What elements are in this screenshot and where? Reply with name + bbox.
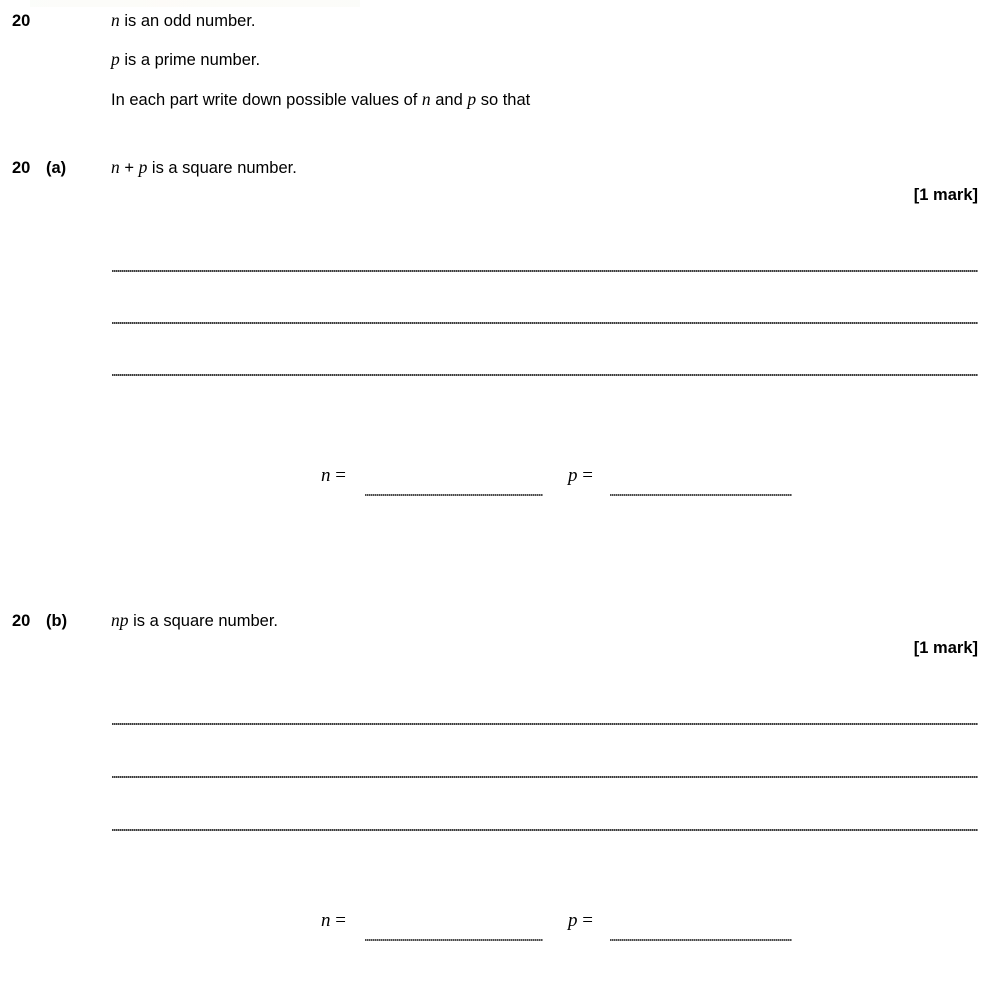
equals-sign: = <box>330 465 346 486</box>
part-b-prompt <box>111 612 278 630</box>
question-number: 20 <box>12 12 31 30</box>
stem-line-1 <box>111 12 256 30</box>
part-a-prompt-text: is a square number. <box>147 159 297 177</box>
part-a-letter: (a) <box>46 159 67 177</box>
part-a-marks: [1 mark] <box>913 186 978 204</box>
plus-operator: + <box>119 159 139 177</box>
variable-p: p <box>138 157 148 177</box>
instruction-text-post: so that <box>476 91 531 109</box>
equals-sign: = <box>577 910 593 931</box>
equals-sign: = <box>577 465 593 486</box>
part-a-answer-field-p[interactable] <box>610 494 792 496</box>
variable-n: n <box>321 465 331 486</box>
stem-instruction <box>111 91 530 109</box>
part-b-answer-label-p <box>568 911 593 930</box>
part-b-number: 20 <box>12 612 31 630</box>
equals-sign: = <box>330 910 346 931</box>
part-a-number: 20 <box>12 159 31 177</box>
part-a-answer-field-n[interactable] <box>365 494 543 496</box>
variable-p: p <box>119 610 129 630</box>
answer-writing-line[interactable] <box>112 829 978 831</box>
scan-artifact <box>30 0 360 7</box>
part-b-prompt-text: is a square number. <box>128 612 278 630</box>
variable-p: p <box>568 465 578 486</box>
variable-p: p <box>568 910 578 931</box>
part-b-marks: [1 mark] <box>913 639 978 657</box>
stem-line-2-text: is a prime number. <box>119 51 261 69</box>
answer-writing-line[interactable] <box>112 270 978 272</box>
variable-p: p <box>467 89 477 109</box>
instruction-text-pre: In each part write down possible values of <box>111 91 422 109</box>
part-a-answer-label-p <box>568 466 593 485</box>
stem-line-1-text: is an odd number. <box>119 12 256 30</box>
part-b-letter: (b) <box>46 612 68 630</box>
part-b-answer-field-p[interactable] <box>610 939 792 941</box>
variable-p: p <box>111 49 120 69</box>
variable-n: n <box>421 89 431 109</box>
part-b-answer-field-n[interactable] <box>365 939 543 941</box>
part-a-prompt <box>111 159 297 177</box>
variable-n: n <box>111 157 120 177</box>
answer-writing-line[interactable] <box>112 723 978 725</box>
instruction-text-mid: and <box>430 91 468 109</box>
answer-writing-line[interactable] <box>112 776 978 778</box>
part-b-answer-label-n <box>321 911 346 930</box>
answer-writing-line[interactable] <box>112 322 978 324</box>
part-a-answer-label-n <box>321 466 346 485</box>
answer-writing-line[interactable] <box>112 374 978 376</box>
variable-n: n <box>111 10 120 30</box>
variable-n: n <box>111 610 120 630</box>
stem-line-2 <box>111 51 260 69</box>
variable-n: n <box>321 910 331 931</box>
